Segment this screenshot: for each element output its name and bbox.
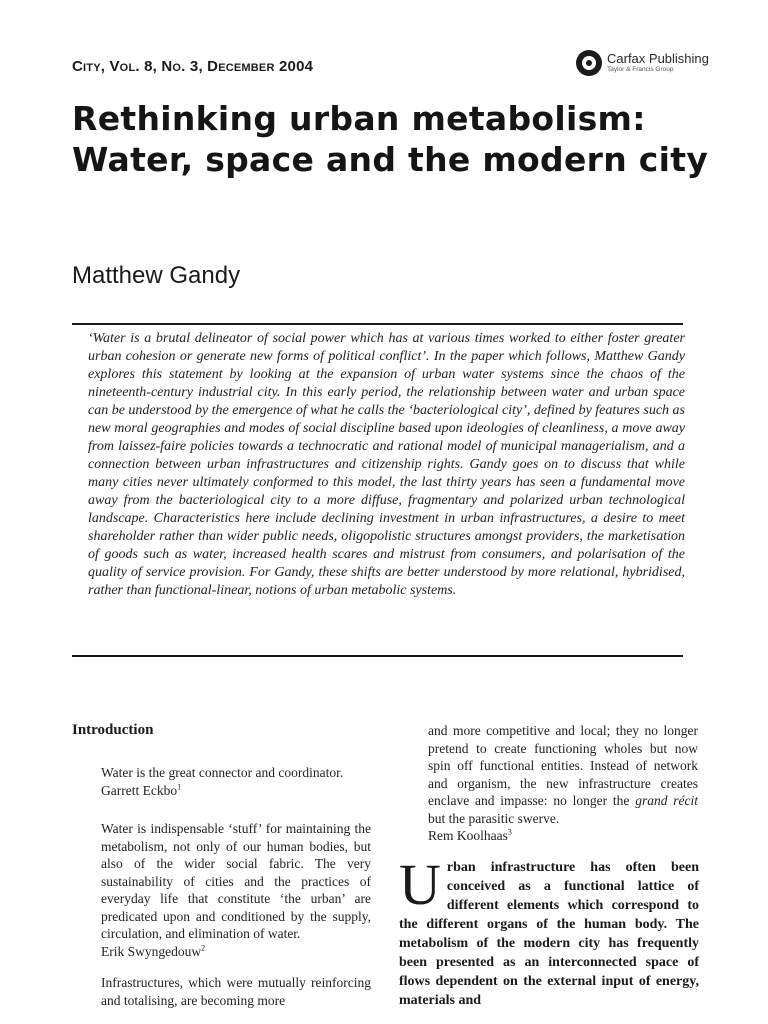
epigraph <box>101 820 371 960</box>
publisher-logo <box>576 50 709 76</box>
epigraph-attribution: Erik Swyngedouw$^2$ <box>101 943 206 959</box>
footnote-marker: 2 <box>201 943 206 952</box>
epigraph-text: Water is the great connector and coordinator. <box>101 765 344 780</box>
epigraph <box>428 722 698 845</box>
footnote-marker: 1 <box>177 782 182 791</box>
article-title: Rethinking urban metabolism: Water, space and the modern city <box>72 99 709 179</box>
footnote-marker: 3 <box>507 827 512 837</box>
publisher-name: Carfax Publishing <box>607 51 709 67</box>
epigraph-text: and more competitive and local; they no longer pretend to create functioning wholes but now spin off functional entities. Instead of network and organism, the new infrastructure creates enclave and impasse: no longer the grand récit but the parasitic swerve. <box>428 723 698 826</box>
epigraph-attribution: Garrett Eckbo$^1$ <box>101 782 182 798</box>
epigraph <box>101 764 371 799</box>
abstract-top-rule <box>72 323 683 325</box>
epigraph <box>101 974 371 1009</box>
lead-paragraph: Urban infrastructure has often been conceived as a functional lattice of different elements which correspond to the different organs of the human body. The metabolism of the modern city has frequently been presented as an interconnected space of flows dependent on the external input of energy, materials and <box>399 852 699 1008</box>
emphasis: grand récit <box>635 793 698 808</box>
section-heading: Introduction <box>72 722 154 738</box>
publisher-subtitle: Taylor & Francis Group <box>607 66 674 74</box>
epigraph-text: Infrastructures, which were mutually reinforcing and totalising, are becoming more <box>101 975 371 1008</box>
article-author: Matthew Gandy <box>72 262 241 289</box>
epigraph-attribution: Rem Koolhaas$^3$ <box>428 827 512 843</box>
abstract-bottom-rule <box>72 655 683 657</box>
epigraph-text: Water is indispensable ‘stuff’ for maintaining the metabolism, not only of our human bodies, but also of the wider social fabric. The very sustainability of cities and the practices of everyday life that constitute ‘the urban’ are predicated upon and conditioned by the supply, circulation, and elimination of water. <box>101 821 371 941</box>
abstract: ‘Water is a brutal delineator of social power which has at various times worked to either foster greater urban cohesion or generate new forms of political conflict’. In the paper which follows, Matthew Gandy explores this statement by looking at the expansion of urban water systems since the chaos of the nineteenth-century industrial city. In this early period, the relationship between water and urban space can be understood by the emergence of what he calls the ‘bacteriological city’, defined by features such as new moral geographies and modes of social discipline based upon ideologies of cleanliness, a move away from laissez-faire policies towards a technocratic and rational model of municipal managerialism, and a connection between urban infrastructures and citizenship rights. Gandy goes on to discuss that while many cities never ultimately conformed to this model, the last thirty years has seen a fundamental move away from the bacteriological city to a more diffuse, fragmentary and polarized urban technological landscape. Characteristics here include declining investment in urban infrastructures, a desire to meet shareholder rather than wider public needs, oligopolistic structures amongst providers, the marketisation of goods such as water, increased health scares and mistrust from consumers, and polarisation of the quality of service provision. For Gandy, these shifts are better understood by more relational, hybridised, rather than functional-linear, notions of urban metabolic systems. <box>88 331 685 598</box>
drop-cap: U <box>399 852 441 917</box>
journal-citation: City, Vol. 8, No. 3, December 2004 <box>72 58 314 75</box>
carfax-logo-icon <box>576 50 602 76</box>
